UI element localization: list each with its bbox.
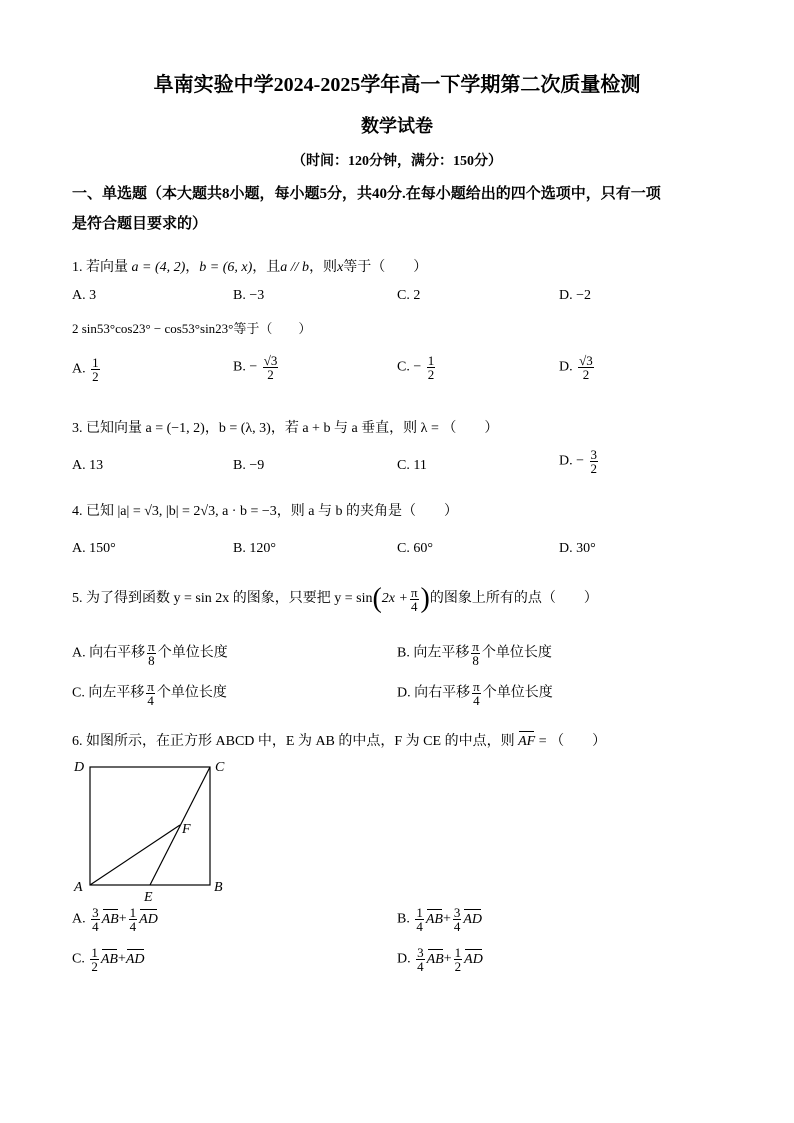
- denominator: 4: [473, 693, 480, 708]
- denominator: 2: [91, 959, 98, 974]
- numerator: 1: [416, 905, 423, 920]
- denominator: 4: [411, 598, 418, 614]
- q5-option-d[interactable]: [397, 680, 553, 707]
- q6-stem-part: 6. 如图所示，在正方形 ABCD 中，E 为 AB 的中点，F 为 CE 的中点，则: [72, 734, 519, 749]
- q6-option-c[interactable]: [72, 946, 145, 973]
- q5-option-b[interactable]: [397, 640, 552, 667]
- vector-ad: AD: [463, 911, 483, 927]
- label-e: E: [144, 890, 153, 905]
- q4-option-d[interactable]: D. 30°: [559, 541, 596, 556]
- q5-b-fraction: [471, 640, 480, 667]
- question-5-stem: [72, 583, 598, 615]
- q5-option-a[interactable]: [72, 640, 228, 667]
- numerator: 1: [454, 945, 462, 960]
- q5-stem-part: 5. 为了得到函数 y = sin 2x 的图象，只要把 y = sin: [72, 591, 373, 607]
- question-3-stem: 3. 已知向量 a = (−1, 2)，b = (λ, 3)，若 a + b 与 a 垂直，则 λ = （ ）: [72, 421, 499, 436]
- numerator: π: [472, 639, 479, 654]
- plus-sign: +: [118, 911, 127, 927]
- denominator: 4: [453, 919, 461, 934]
- q6-d-label: D.: [397, 951, 411, 967]
- q5-c-text: C. 向左平移: [72, 685, 145, 701]
- q5-b-text: B. 向左平移: [397, 645, 470, 661]
- q1-expr-a: a = (4, 2): [131, 260, 186, 275]
- q5-paren-left: (: [372, 583, 382, 614]
- vector-ab: AB: [425, 911, 443, 927]
- label-f: F: [182, 822, 191, 837]
- square-figure: [70, 755, 240, 905]
- q6-option-d[interactable]: [397, 946, 483, 973]
- numerator: 1: [427, 353, 435, 368]
- q6-b-label: B.: [397, 911, 410, 927]
- denominator: 2: [267, 367, 274, 382]
- numerator: √3: [263, 353, 278, 368]
- numerator: 3: [590, 447, 598, 462]
- denominator: 8: [472, 653, 479, 668]
- label-a: A: [74, 880, 83, 895]
- denominator: 2: [590, 461, 598, 476]
- q6-option-a[interactable]: [72, 906, 158, 933]
- q6-vector-af: AF: [518, 734, 536, 749]
- plus-sign: +: [442, 911, 451, 927]
- q6-a-label: A.: [72, 911, 86, 927]
- q3-d-fraction: [590, 448, 599, 475]
- q6-d-coef1: [416, 946, 425, 973]
- denominator: 2: [92, 369, 99, 384]
- question-2-stem: 2 sin53°cos23° − cos53°sin23°等于（ ）: [72, 321, 312, 336]
- q2-option-d[interactable]: [559, 354, 596, 381]
- segment-af: [90, 825, 180, 885]
- denominator: 4: [129, 919, 137, 934]
- q1-stem-part: 1. 若向量: [72, 260, 132, 275]
- q2-b-fraction: [263, 354, 279, 381]
- vector-ab: AB: [426, 951, 444, 967]
- q5-c-text: 个单位长度: [156, 685, 227, 701]
- section-heading-line2: 是符合题目要求的）: [72, 216, 208, 232]
- q5-d-text: D. 向右平移: [397, 685, 471, 701]
- question-4-stem: 4. 已知 |a| = √3, |b| = 2√3, a · b = −3，则 a 与 b 的夹角是（ ）: [72, 504, 458, 519]
- q1-option-c[interactable]: C. 2: [397, 288, 421, 303]
- denominator: 2: [427, 367, 435, 382]
- question-6-stem: [72, 730, 606, 750]
- q6-option-b[interactable]: [397, 906, 482, 933]
- q1-option-b[interactable]: B. −3: [233, 288, 265, 303]
- numerator: √3: [579, 353, 593, 368]
- q1-stem-part: 等于（ ）: [343, 260, 428, 275]
- q5-option-c[interactable]: [72, 680, 227, 707]
- q6-b-coef1: [415, 906, 424, 933]
- q5-d-fraction: [472, 680, 481, 707]
- label-d: D: [74, 760, 85, 775]
- exam-title: 阜南实验中学2024-2025学年高一下学期第二次质量检测: [153, 74, 641, 96]
- numerator: 3: [92, 905, 99, 920]
- question-1-stem: [72, 256, 427, 276]
- vector-ad: AD: [464, 951, 483, 967]
- q6-c-coef1: [90, 946, 99, 973]
- q2-d-label: D.: [559, 359, 573, 375]
- q5-a-text: A. 向右平移: [72, 645, 146, 661]
- q1-option-a[interactable]: A. 3: [72, 288, 97, 303]
- q1-expr-parallel: a // b: [280, 260, 310, 275]
- q2-option-b[interactable]: [233, 354, 280, 381]
- numerator: π: [147, 679, 154, 694]
- q1-option-d[interactable]: D. −2: [559, 288, 592, 303]
- label-b: B: [214, 880, 223, 895]
- vector-ab: AB: [101, 911, 119, 927]
- q6-a-coef1: [91, 906, 100, 933]
- numerator: π: [410, 584, 418, 600]
- numerator: 1: [129, 905, 137, 920]
- q5-stem-part: 的图象上所有的点（ ）: [429, 591, 598, 607]
- q6-a-coef2: [129, 906, 138, 933]
- q1-sep: ，: [185, 260, 200, 275]
- denominator: 2: [582, 367, 590, 382]
- subject-title: 数学试卷: [361, 116, 433, 136]
- q3-option-d[interactable]: [559, 448, 600, 475]
- vector-ad: AD: [139, 911, 158, 927]
- numerator: 1: [92, 355, 99, 370]
- denominator: 4: [416, 919, 423, 934]
- denominator: 4: [92, 919, 99, 934]
- plus-sign: +: [443, 951, 452, 967]
- q5-b-text: 个单位长度: [481, 645, 552, 661]
- segment-ec: [150, 767, 210, 885]
- vector-ab: AB: [100, 951, 118, 967]
- q5-a-fraction: [147, 640, 156, 667]
- plus-sign: +: [117, 951, 126, 967]
- q5-c-fraction: [146, 680, 155, 707]
- q1-expr-b: b = (6, x): [199, 260, 253, 275]
- q2-c-fraction: [427, 354, 436, 381]
- denominator: 4: [147, 693, 154, 708]
- q6-c-label: C.: [72, 951, 85, 967]
- q2-d-fraction: [578, 354, 594, 381]
- vector-ad: AD: [125, 951, 145, 967]
- numerator: π: [473, 679, 480, 694]
- numerator: 3: [453, 905, 461, 920]
- q2-option-a[interactable]: [72, 356, 102, 383]
- q3-option-c[interactable]: C. 11: [397, 458, 427, 473]
- time-info: （时间：120分钟，满分：150分）: [292, 154, 502, 169]
- q2-option-c[interactable]: [397, 354, 437, 381]
- q5-a-text: 个单位长度: [157, 645, 228, 661]
- q6-stem-part: = （ ）: [535, 734, 607, 749]
- denominator: 8: [148, 653, 155, 668]
- q2-b-label: B. −: [233, 359, 258, 375]
- q1-var: x: [337, 260, 344, 275]
- q5-fraction: [410, 586, 419, 613]
- q3-option-b[interactable]: B. −9: [233, 458, 265, 473]
- numerator: 3: [417, 945, 424, 960]
- numerator: 1: [91, 945, 98, 960]
- denominator: 2: [454, 959, 462, 974]
- numerator: π: [148, 639, 155, 654]
- denominator: 4: [417, 959, 424, 974]
- q4-option-c[interactable]: C. 60°: [397, 541, 433, 556]
- q3-option-a[interactable]: A. 13: [72, 458, 104, 473]
- label-c: C: [215, 760, 225, 775]
- square-abcd: [90, 767, 210, 885]
- q2-c-label: C. −: [397, 359, 422, 375]
- q6-b-coef2: [453, 906, 462, 933]
- q5-inner: 2x +: [381, 591, 408, 607]
- q1-stem-part: ，且: [252, 260, 281, 275]
- q2-a-fraction: [91, 356, 100, 383]
- q5-d-text: 个单位长度: [482, 685, 553, 701]
- q1-stem-part: ，则: [309, 260, 338, 275]
- q2-a-label: A.: [72, 361, 86, 377]
- q6-d-coef2: [454, 946, 463, 973]
- q3-d-label: D. −: [559, 453, 585, 469]
- q4-option-b[interactable]: B. 120°: [233, 541, 276, 556]
- q5-paren-right: ): [420, 583, 430, 614]
- q4-option-a[interactable]: A. 150°: [72, 541, 116, 556]
- section-heading-line1: 一、单选题（本大题共8小题，每小题5分，共40分.在每小题给出的四个选项中，只有一项: [72, 186, 661, 202]
